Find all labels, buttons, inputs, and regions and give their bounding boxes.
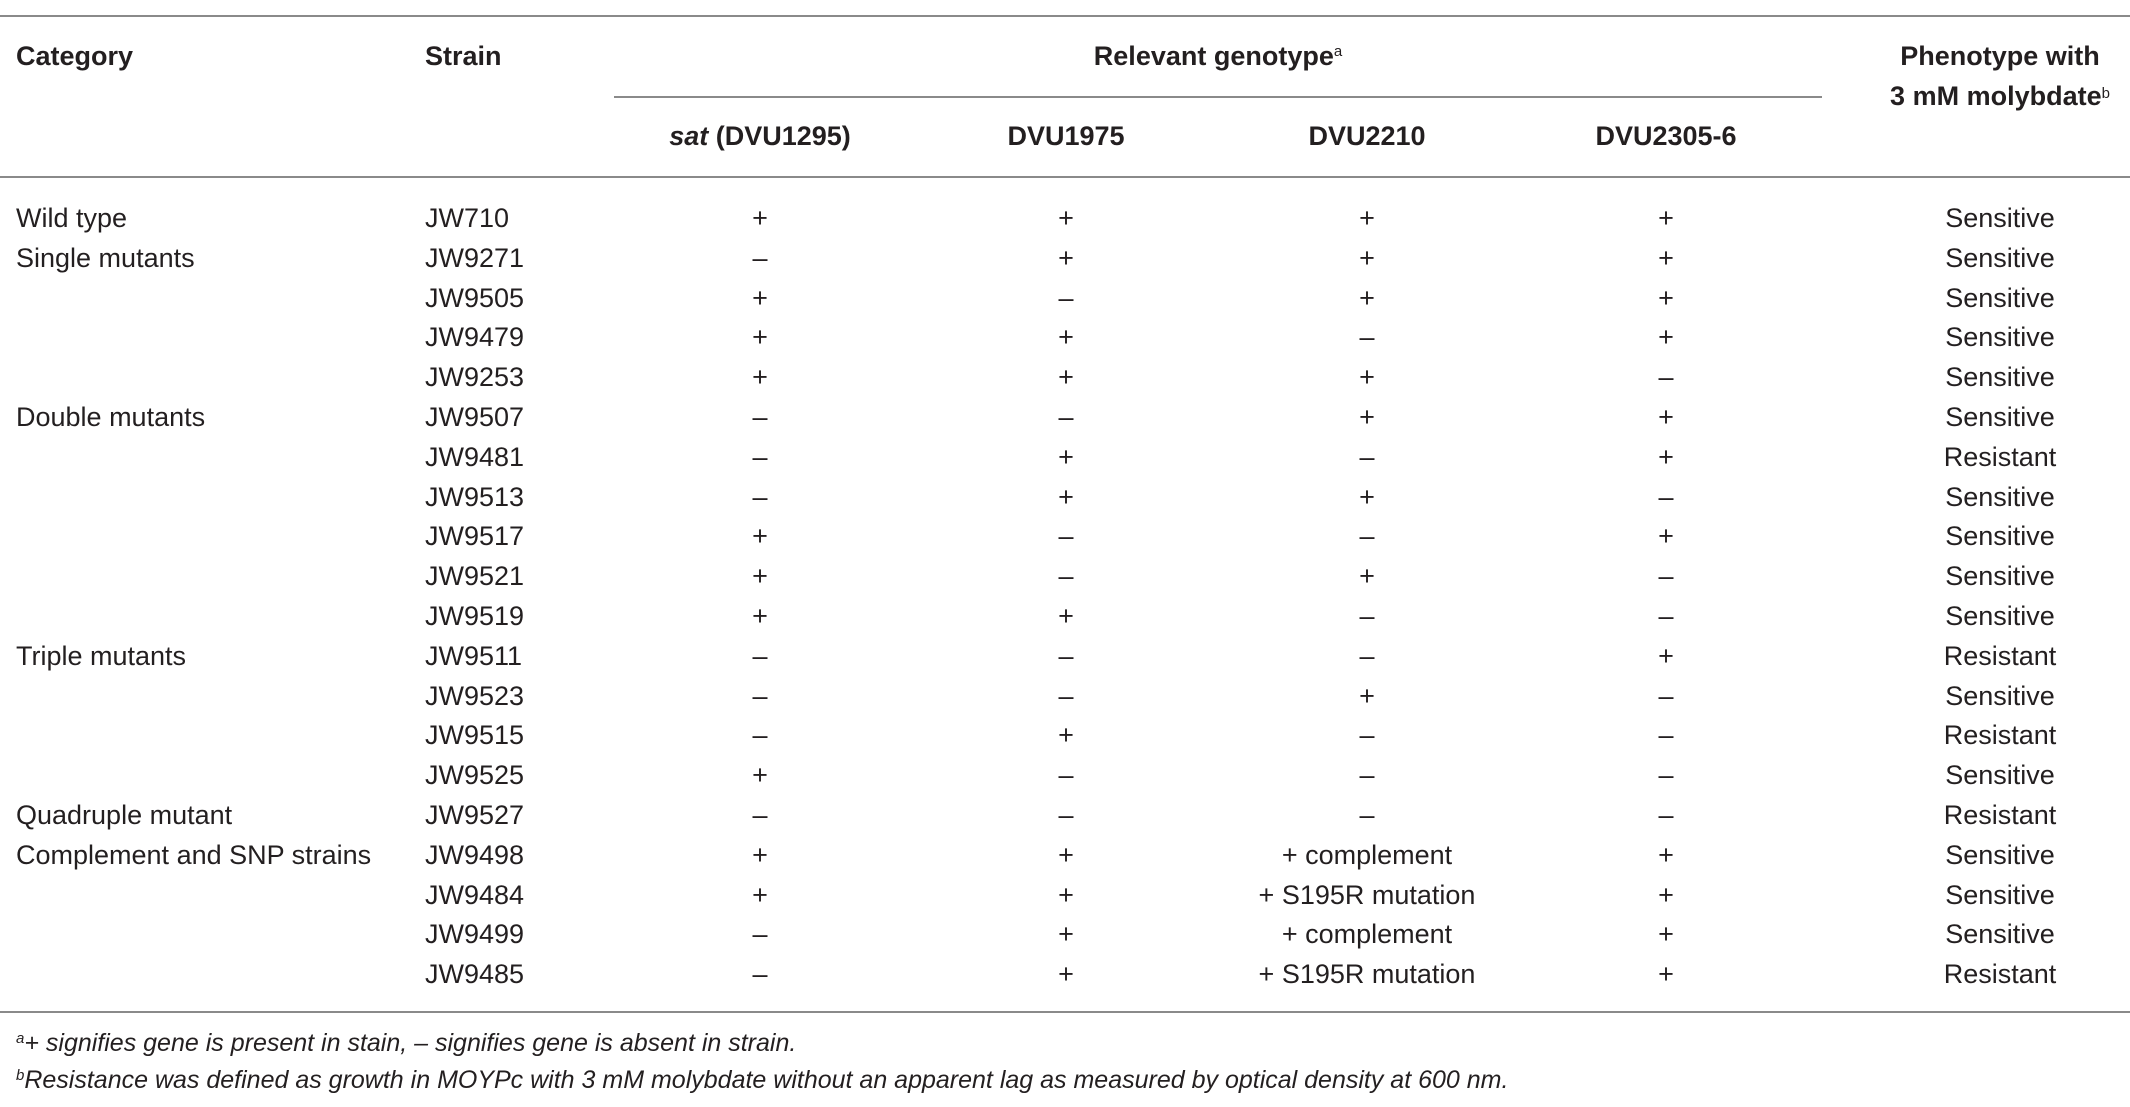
dvu2305-6-cell: – — [1658, 600, 1674, 631]
dvu1975-cell: – — [1058, 640, 1074, 671]
dvu2305-6-cell: + — [1658, 242, 1674, 273]
dvu2305-6-cell: – — [1658, 680, 1674, 711]
dvu2305-6-cell: + — [1658, 879, 1674, 910]
footnote-a — [16, 1026, 796, 1060]
dvu2305-6-cell: + — [1658, 640, 1674, 671]
table-row — [0, 357, 2130, 397]
sat-cell: – — [752, 919, 768, 950]
dvu1975-cell: + — [1058, 203, 1074, 233]
dvu2305-6-cell: – — [1658, 760, 1674, 791]
dvu2305-6-cell: – — [1658, 481, 1674, 512]
category-cell: Triple mutants — [16, 640, 187, 671]
dvu2210-cell: + — [1359, 242, 1375, 273]
footnote-b-sup: b — [16, 1067, 25, 1084]
strain-cell: JW9527 — [425, 799, 525, 830]
dvu2305-6-cell: + — [1658, 401, 1674, 432]
dvu2210-cell: + — [1359, 401, 1375, 432]
phenotype-cell: Sensitive — [1945, 203, 2055, 233]
phenotype-cell: Sensitive — [1945, 879, 2055, 910]
strain-cell: JW9523 — [425, 680, 525, 711]
table-row — [0, 477, 2130, 517]
table-row — [0, 596, 2130, 636]
strain-cell: JW9479 — [425, 322, 525, 353]
dvu1975-cell: + — [1058, 839, 1074, 870]
dvu1975-cell: + — [1058, 879, 1074, 910]
dvu1975-cell: + — [1058, 481, 1074, 512]
dvu2210-cell: – — [1359, 720, 1375, 751]
sat-cell: + — [752, 561, 768, 592]
dvu2210-cell: – — [1359, 521, 1375, 552]
sat-cell: – — [752, 640, 768, 671]
header-sat-rest: (DVU1295) — [708, 121, 851, 151]
dvu2305-6-cell: + — [1658, 521, 1674, 552]
table-row — [0, 835, 2130, 875]
dvu2305-6-cell: – — [1658, 362, 1674, 393]
dvu2305-6-cell: + — [1658, 441, 1674, 472]
dvu2210-cell: + — [1359, 203, 1375, 233]
header-relevant-genotype — [614, 38, 1822, 74]
header-sat-italic: sat — [669, 121, 709, 151]
sat-cell: + — [752, 760, 768, 791]
dvu1975-cell: + — [1058, 959, 1074, 990]
table-row — [0, 397, 2130, 437]
sat-cell: – — [752, 441, 768, 472]
header-sat — [640, 118, 880, 154]
sat-cell: + — [752, 600, 768, 631]
sat-cell: – — [752, 242, 768, 273]
header-dvu2210: DVU2210 — [1308, 121, 1426, 151]
phenotype-cell: Resistant — [1943, 799, 2057, 830]
strain-cell: JW9507 — [425, 401, 525, 432]
footnote-a-text: + signifies gene is present in stain, – signifies gene is absent in strain. — [24, 1029, 797, 1057]
table-bottom-rule — [0, 1011, 2130, 1013]
table-row — [0, 676, 2130, 716]
dvu1975-cell: + — [1058, 362, 1074, 393]
sat-cell: – — [752, 799, 768, 830]
strain-cell: JW9521 — [425, 561, 525, 592]
dvu1975-cell: – — [1058, 561, 1074, 592]
phenotype-cell: Resistant — [1943, 640, 2057, 671]
phenotype-cell: Sensitive — [1945, 481, 2055, 512]
header-strain: Strain — [425, 41, 502, 71]
table-row — [0, 437, 2130, 477]
strain-cell: JW9517 — [425, 521, 525, 552]
dvu2210-cell: – — [1359, 640, 1375, 671]
category-cell: Complement and SNP strains — [16, 839, 372, 870]
dvu2210-cell: – — [1359, 441, 1375, 472]
sat-cell: + — [752, 521, 768, 552]
phenotype-cell: Sensitive — [1945, 680, 2055, 711]
strain-cell: JW9498 — [425, 839, 525, 870]
sat-cell: – — [752, 401, 768, 432]
table-row — [0, 715, 2130, 755]
category-cell: Double mutants — [16, 401, 206, 432]
strain-cell: JW9499 — [425, 919, 525, 950]
dvu1975-cell: + — [1058, 919, 1074, 950]
phenotype-cell: Sensitive — [1945, 760, 2055, 791]
footnote-a-sup: a — [16, 1030, 25, 1047]
table-row — [0, 278, 2130, 318]
table-top-rule — [0, 15, 2130, 17]
phenotype-cell: Sensitive — [1945, 362, 2055, 393]
header-phenotype-line2 — [1850, 78, 2130, 114]
sat-cell: + — [752, 362, 768, 393]
table-row — [0, 317, 2130, 357]
dvu1975-cell: – — [1058, 760, 1074, 791]
phenotype-cell: Resistant — [1943, 959, 2057, 990]
phenotype-label: 3 mM molybdate — [1890, 81, 2102, 111]
header-phenotype-line1: Phenotype with — [1900, 41, 2100, 71]
footnote-b-text: Resistance was defined as growth in MOYPc with 3 mM molybdate without an apparent lag as measured by optical density at 600 nm. — [24, 1066, 1509, 1094]
dvu2305-6-cell: + — [1658, 959, 1674, 990]
dvu2305-6-cell: + — [1658, 203, 1674, 233]
table-row — [0, 636, 2130, 676]
table-row — [0, 954, 2130, 994]
strain-cell: JW9505 — [425, 282, 525, 313]
dvu1975-cell: – — [1058, 282, 1074, 313]
dvu2305-6-cell: + — [1658, 322, 1674, 353]
table-row — [0, 556, 2130, 596]
strain-cell: JW9513 — [425, 481, 525, 512]
strain-cell: JW9511 — [425, 640, 523, 671]
header-bottom-rule — [0, 176, 2130, 178]
genotype-group-rule — [614, 96, 1822, 98]
dvu1975-cell: – — [1058, 799, 1074, 830]
dvu2210-cell: + — [1359, 362, 1375, 393]
dvu2210-cell: – — [1359, 600, 1375, 631]
dvu1975-cell: – — [1058, 521, 1074, 552]
dvu1975-cell: + — [1058, 322, 1074, 353]
sat-cell: + — [752, 879, 768, 910]
phenotype-cell: Sensitive — [1945, 919, 2055, 950]
strain-cell: JW9271 — [425, 242, 525, 273]
table-row — [0, 875, 2130, 915]
sat-cell: – — [752, 680, 768, 711]
dvu2305-6-cell: – — [1658, 799, 1674, 830]
dvu2305-6-cell: + — [1658, 839, 1674, 870]
strain-cell: JW9253 — [425, 362, 525, 393]
header-category: Category — [16, 41, 134, 71]
dvu1975-cell: – — [1058, 680, 1074, 711]
dvu2305-6-cell: + — [1658, 919, 1674, 950]
table-row — [0, 914, 2130, 954]
dvu2210-cell: + — [1359, 282, 1375, 313]
sat-cell: + — [752, 839, 768, 870]
dvu2305-6-cell: + — [1658, 282, 1674, 313]
table-body — [0, 198, 2130, 994]
sat-cell: – — [752, 720, 768, 751]
sat-cell: + — [752, 203, 768, 233]
dvu2210-cell: + — [1359, 561, 1375, 592]
phenotype-cell: Resistant — [1943, 441, 2057, 472]
table-row — [0, 516, 2130, 556]
sat-cell: + — [752, 282, 768, 313]
dvu1975-cell: – — [1058, 401, 1074, 432]
dvu1975-cell: + — [1058, 242, 1074, 273]
dvu2210-cell: + complement — [1281, 839, 1453, 870]
dvu1975-cell: + — [1058, 720, 1074, 751]
dvu2305-6-cell: – — [1658, 561, 1674, 592]
dvu2210-cell: + — [1359, 680, 1375, 711]
footnote-b — [16, 1063, 1508, 1097]
phenotype-cell: Sensitive — [1945, 600, 2055, 631]
category-cell: Single mutants — [16, 242, 195, 273]
phenotype-cell: Sensitive — [1945, 561, 2055, 592]
header-dvu1975: DVU1975 — [1007, 121, 1125, 151]
dvu2210-cell: – — [1359, 760, 1375, 791]
phenotype-cell: Resistant — [1943, 720, 2057, 751]
strain-cell: JW9519 — [425, 600, 525, 631]
footnote-b-marker: b — [2101, 85, 2110, 102]
dvu1975-cell: + — [1058, 600, 1074, 631]
strain-cell: JW9485 — [425, 959, 525, 990]
phenotype-cell: Sensitive — [1945, 282, 2055, 313]
table-row — [0, 238, 2130, 278]
strain-cell: JW9484 — [425, 879, 525, 910]
header-dvu2305-6: DVU2305-6 — [1595, 121, 1737, 151]
dvu2210-cell: – — [1359, 322, 1375, 353]
sat-cell: + — [752, 322, 768, 353]
phenotype-cell: Sensitive — [1945, 242, 2055, 273]
dvu2210-cell: + S195R mutation — [1258, 879, 1476, 910]
phenotype-cell: Sensitive — [1945, 839, 2055, 870]
dvu2210-cell: + complement — [1281, 919, 1453, 950]
table-row — [0, 198, 2130, 238]
dvu2210-cell: + — [1359, 481, 1375, 512]
table-row — [0, 755, 2130, 795]
sat-cell: – — [752, 959, 768, 990]
category-cell: Quadruple mutant — [16, 799, 233, 830]
dvu2305-6-cell: – — [1658, 720, 1674, 751]
dvu2210-cell: – — [1359, 799, 1375, 830]
dvu2210-cell: + S195R mutation — [1258, 959, 1476, 990]
sat-cell: – — [752, 481, 768, 512]
strain-cell: JW9481 — [425, 441, 525, 472]
relevant-genotype-label: Relevant genotype — [1093, 41, 1334, 71]
table-row — [0, 795, 2130, 835]
dvu1975-cell: + — [1058, 441, 1074, 472]
category-cell: Wild type — [16, 203, 128, 233]
footnote-a-marker: a — [1333, 43, 1343, 60]
phenotype-cell: Sensitive — [1945, 521, 2055, 552]
strain-cell: JW710 — [425, 203, 510, 233]
strain-cell: JW9525 — [425, 760, 525, 791]
strain-cell: JW9515 — [425, 720, 525, 751]
phenotype-cell: Sensitive — [1945, 401, 2055, 432]
phenotype-cell: Sensitive — [1945, 322, 2055, 353]
